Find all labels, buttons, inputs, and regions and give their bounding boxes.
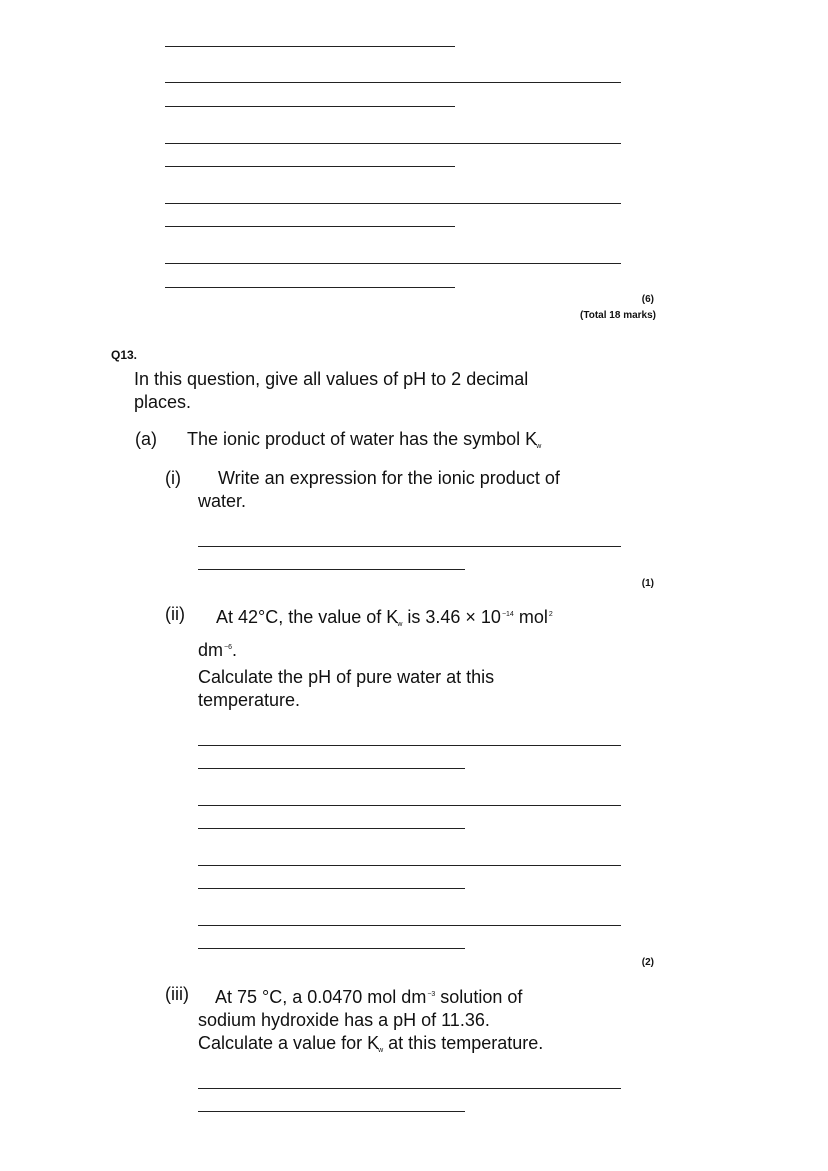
answer-line[interactable] xyxy=(198,768,465,769)
answer-line[interactable] xyxy=(198,865,621,866)
part-ii-text xyxy=(198,603,553,662)
answer-line[interactable] xyxy=(198,569,465,570)
answer-line[interactable] xyxy=(165,263,621,264)
part-ii-text-c: mol xyxy=(513,607,548,627)
kw-subscript: w xyxy=(378,1047,384,1054)
question-number: Q13. xyxy=(111,348,138,362)
answer-line[interactable] xyxy=(198,1111,465,1112)
kw-subscript: w xyxy=(536,443,542,450)
answer-line[interactable] xyxy=(198,1088,621,1089)
answer-line[interactable] xyxy=(198,925,621,926)
part-ii-text-b: is 3.46 × 10 xyxy=(402,607,501,627)
answer-line[interactable] xyxy=(165,46,455,47)
answer-line[interactable] xyxy=(198,805,621,806)
part-iii-text-a: At 75 °C, a 0.0470 mol dm xyxy=(215,987,427,1007)
answer-line[interactable] xyxy=(165,166,455,167)
part-iii-line-3a: Calculate a value for K xyxy=(198,1033,380,1053)
part-i-text xyxy=(198,467,560,513)
marks-label: (1) xyxy=(641,578,654,589)
part-iii-text xyxy=(198,983,543,1062)
answer-line[interactable] xyxy=(165,82,621,83)
part-a-sentence: The ionic product of water has the symbol K xyxy=(187,429,538,449)
instruction-line-2: temperature. xyxy=(198,690,301,710)
answer-line[interactable] xyxy=(198,546,621,547)
marks-label: (6) xyxy=(641,294,654,305)
total-marks-label: (Total 18 marks) xyxy=(580,310,656,321)
part-iii-text-b: solution of xyxy=(435,987,523,1007)
part-ii-label: (ii) xyxy=(165,604,185,624)
intro-line-1: In this question, give all values of pH to 2 decimal xyxy=(134,369,529,389)
part-a-text xyxy=(187,428,541,458)
part-ii-text-a: At 42°C, the value of K xyxy=(216,607,399,627)
kw-subscript: w xyxy=(397,621,403,628)
answer-line[interactable] xyxy=(198,948,465,949)
part-i-line-1: Write an expression for the ionic product of xyxy=(218,468,560,488)
answer-line[interactable] xyxy=(165,106,455,107)
question-intro xyxy=(134,368,528,414)
part-a-label: (a) xyxy=(135,429,157,449)
part-ii-line-2-end: . xyxy=(232,640,238,660)
part-iii-label: (iii) xyxy=(165,984,189,1004)
answer-line[interactable] xyxy=(198,745,621,746)
part-iii-line-2: sodium hydroxide has a pH of 11.36. xyxy=(198,1010,490,1030)
answer-line[interactable] xyxy=(165,143,621,144)
part-i-label: (i) xyxy=(165,468,181,488)
part-i-line-2: water. xyxy=(198,491,247,511)
marks-label: (2) xyxy=(641,957,654,968)
instruction-line-1: Calculate the pH of pure water at this xyxy=(198,667,495,687)
intro-line-2: places. xyxy=(134,392,192,412)
answer-line[interactable] xyxy=(165,226,455,227)
exponent: 2 xyxy=(548,611,553,618)
answer-line[interactable] xyxy=(165,203,621,204)
exponent: −6 xyxy=(224,644,232,651)
part-ii-instruction xyxy=(198,666,494,712)
exponent: −14 xyxy=(501,611,514,618)
part-ii-line-2: dm xyxy=(198,640,224,660)
answer-line[interactable] xyxy=(198,888,465,889)
part-iii-line-3b: at this temperature. xyxy=(383,1033,544,1053)
exponent: −3 xyxy=(427,991,436,998)
answer-line[interactable] xyxy=(198,828,465,829)
answer-line[interactable] xyxy=(165,287,455,288)
